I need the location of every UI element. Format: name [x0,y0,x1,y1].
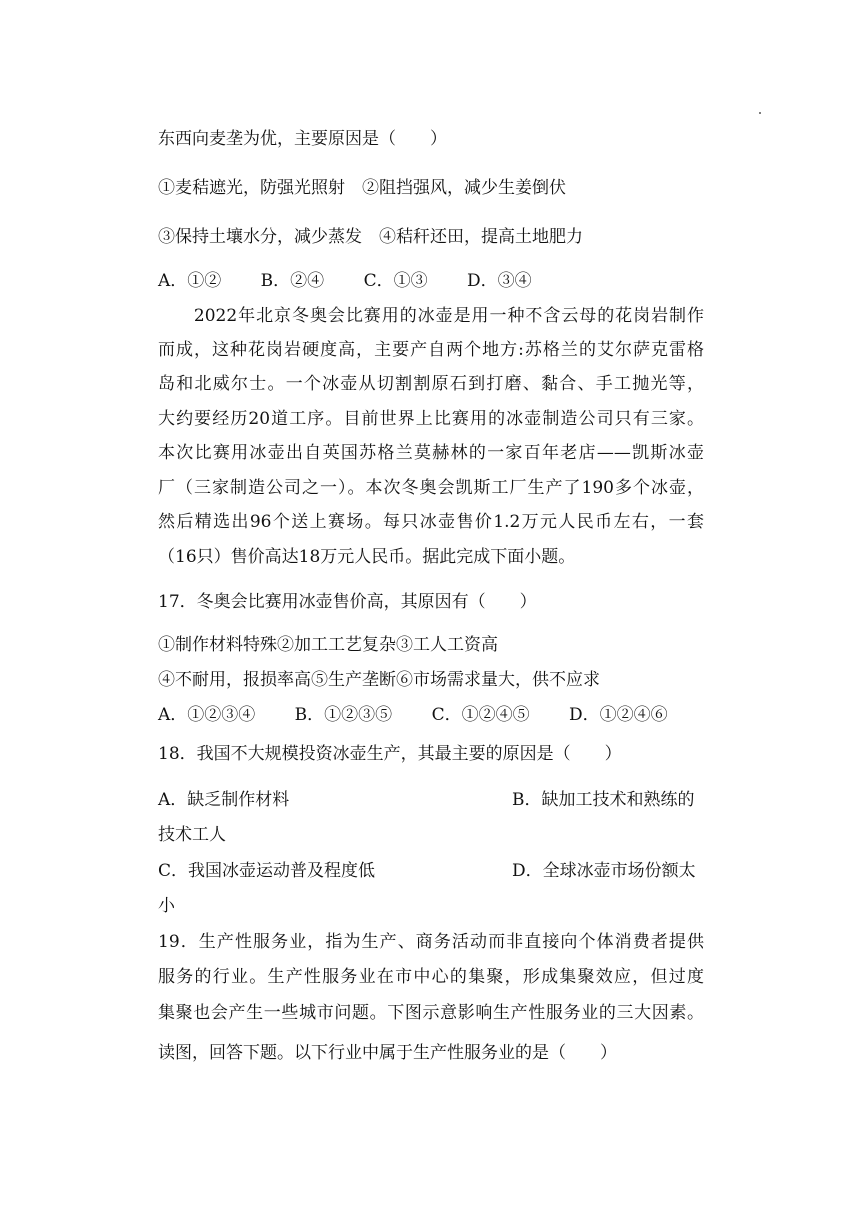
passage-line: 本次比赛用冰壶出自英国苏格兰莫赫林的一家百年老店——凯斯冰壶 [158,443,704,463]
q18-option-d: D．全球冰壶市场份额太 [512,861,696,881]
passage-line: 而成，这种花岗岩硬度高，主要产自两个地方:苏格兰的艾尔萨克雷格 [158,340,704,360]
q18-option-a: A．缺乏制作材料 [158,790,290,810]
passage-line: 岛和北威尔士。一个冰壶从切割割原石到打磨、黏合、手工抛光等， [158,374,704,394]
passage-line: 2022年北京冬奥会比赛用的冰壶是用一种不含云母的花岗岩制作 [158,306,704,326]
passage-line: （16只）售价高达18万元人民币。据此完成下面小题。 [158,547,576,567]
q19-line: 19．生产性服务业，指为生产、商务活动而非直接向个体消费者提供 [158,932,704,952]
passage-line: 厂（三家制造公司之一）。本次冬奥会凯斯工厂生产了190多个冰壶， [158,478,704,498]
q16-stem-tail: 东西向麦垄为优，主要原因是（ ） [158,129,447,149]
q19-last-line: 读图，回答下题。以下行业中属于生产性服务业的是（ ） [158,1043,617,1063]
q17-statement-1-3: ①制作材料特殊②加工工艺复杂③工人工资高 [158,635,498,655]
q19-line: 服务的行业。生产性服务业在市中心的集聚，形成集聚效应，但过度 [158,967,704,987]
q18-option-b: B．缺加工技术和熟练的 [512,790,695,810]
q19-line: 集聚也会产生一些城市问题。下图示意影响生产性服务业的三大因素。 [158,1003,704,1023]
q16-statement-3-4: ③保持土壤水分，减少蒸发 ④秸秆还田，提高土地肥力 [158,227,583,247]
q16-options: A．①② B．②④ C．①③ D．③④ [158,271,532,291]
passage-line: 然后精选出96个送上赛场。每只冰壶售价1.2万元人民币左右，一套 [158,512,704,532]
q17-stem: 17．冬奥会比赛用冰壶售价高，其原因有（ ） [158,592,537,612]
q18-stem: 18．我国不大规模投资冰壶生产，其最主要的原因是（ ） [158,744,622,764]
q18-option-c: C．我国冰壶运动普及程度低 [158,861,376,881]
passage-line: 大约要经历20道工序。目前世界上比赛用的冰壶制造公司只有三家。 [158,409,704,429]
q18-option-d-cont: 小 [158,896,175,916]
page-mark [759,112,761,114]
q18-option-b-cont: 技术工人 [158,825,226,845]
q16-statement-1-2: ①麦秸遮光，防强光照射 ②阻挡强风，减少生姜倒伏 [158,178,566,198]
q17-options: A．①②③④ B．①②③⑤ C．①②④⑤ D．①②④⑥ [158,705,668,725]
q17-statement-4-6: ④不耐用，报损率高⑤生产垄断⑥市场需求量大，供不应求 [158,670,600,690]
